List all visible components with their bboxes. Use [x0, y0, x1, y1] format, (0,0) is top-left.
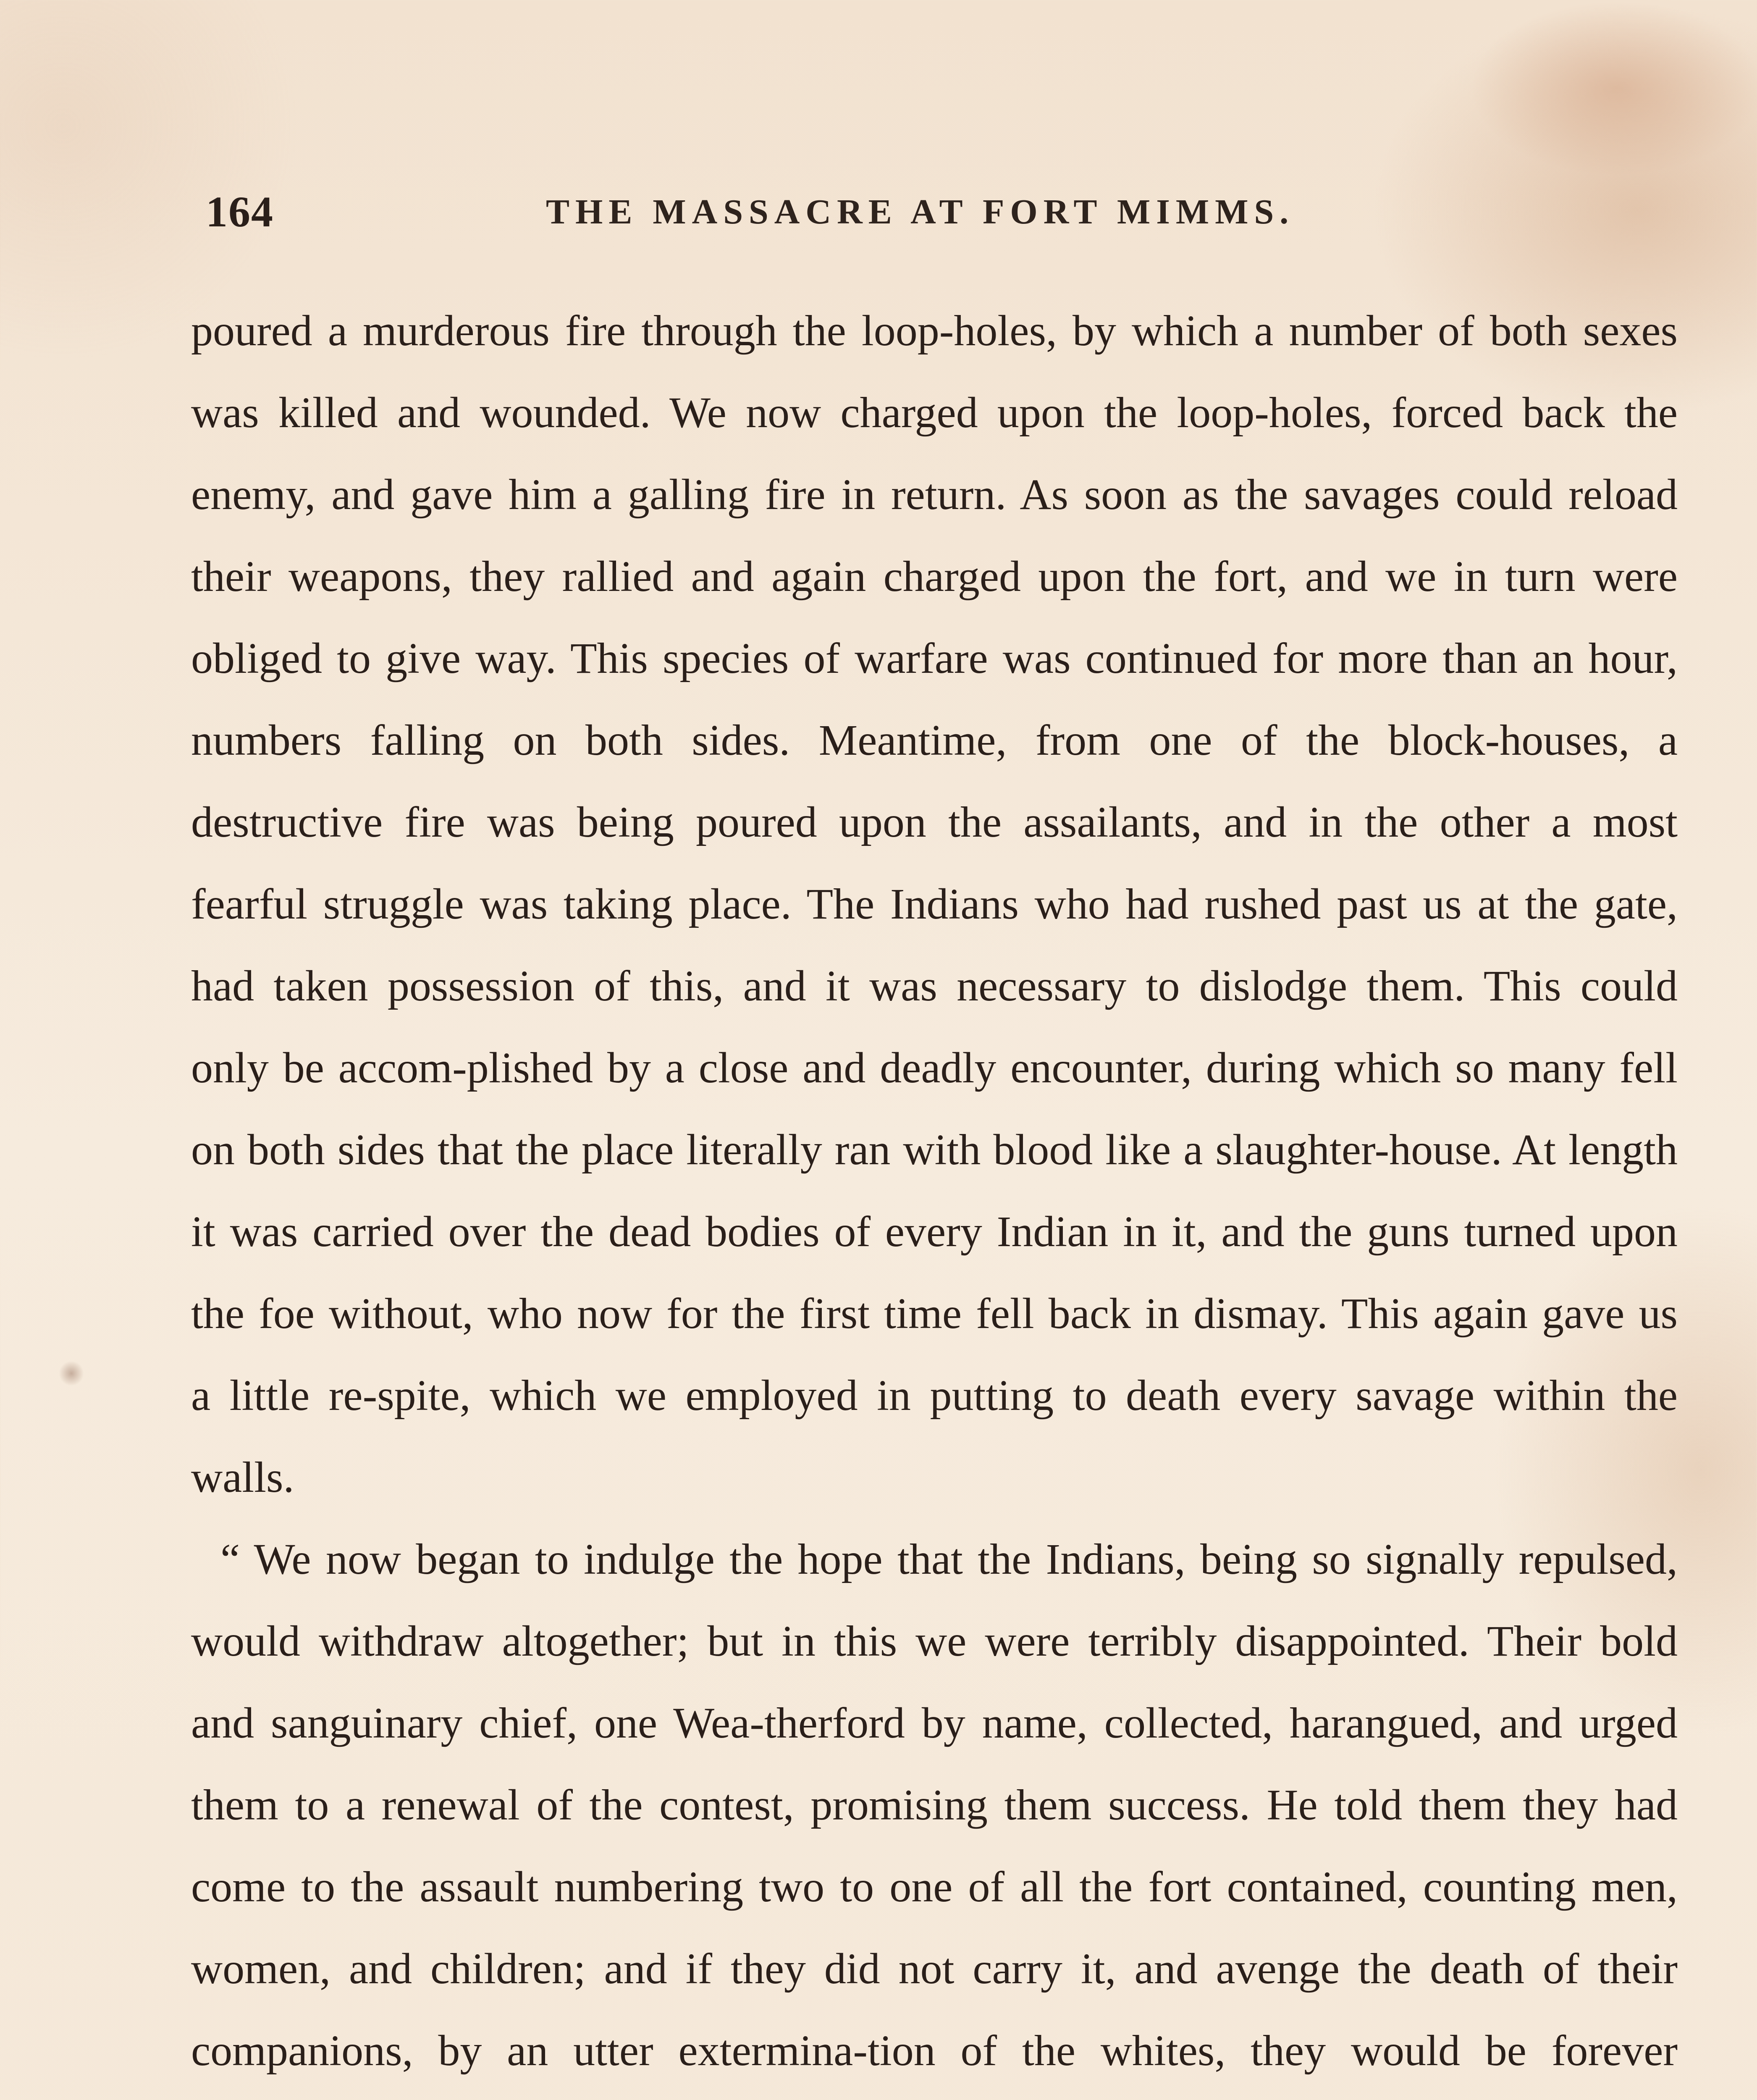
page-number: 164 [206, 188, 274, 236]
body-text [191, 290, 1678, 2100]
page-header [206, 181, 1688, 244]
paragraph: “ We now began to indulge the hope that the Indians, being so signally repulsed, would withdraw altogether; but in this we were terribly disappointed. Their bold and sanguinary chief, one Wea-therford by name, collected, harangued, and urged them to a renewal of the contest, promising them success. He told them they had come to the assault numbering two to one of all the fort contained, counting men, women, and children; and if they did not carry it, and avenge the death of their companions, by an utter extermina-tion of the whites, they would be forever [191, 1535, 1678, 2075]
running-title: THE MASSACRE AT FORT MIMMS. [546, 192, 1295, 231]
paper-stain [59, 1361, 84, 1386]
paper-stain [1470, 0, 1757, 176]
paragraph: poured a murderous fire through the loop-holes, by which a number of both sexes was killed and wounded. We now charged upon the loop-holes, forced back the enemy, and gave him a galling fire in return. As soon as the savages could reload their weapons, they rallied and again charged upon the fort, and we in turn were obliged to give way. This species of warfare was continued for more than an hour, numbers falling on both sides. Meantime, from one of the block-houses, a destructive fire was being poured upon the assailants, and in the other a most fearful struggle was taking place. The Indians who had rushed past us at the gate, had taken possession of this, and it was necessary to dislodge them. This could only be accom-plished by a close and deadly encounter, during which so many fell on both sides that the place literally ran with blood like a slaughter-house. At length it was carried over the dead bodies of every Indian in it, and the guns turned upon the foe without, who now for the first time fell back in dismay. This again gave us a little re-spite, which we employed in putting to death every savage within the walls. [191, 307, 1678, 1502]
